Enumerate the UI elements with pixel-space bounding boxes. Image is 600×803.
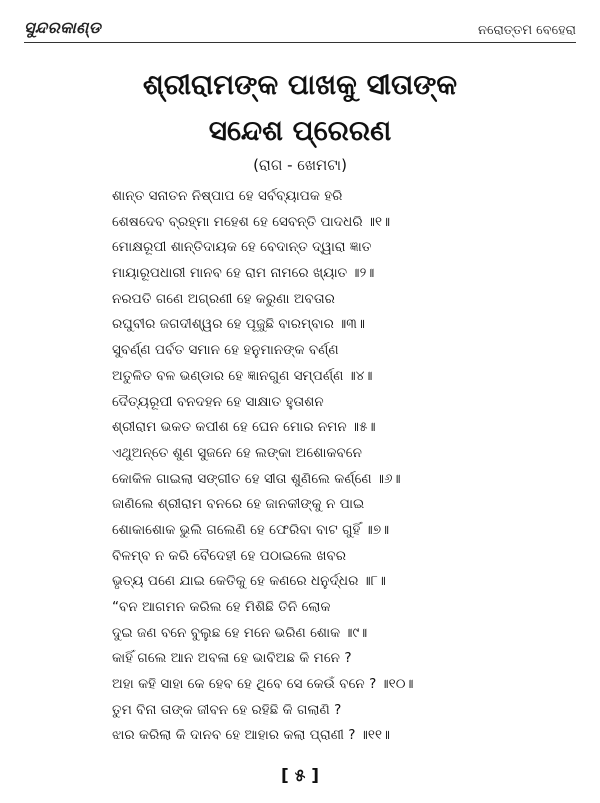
verse-line: ଦୁଇ ଜଣ ବନେ ବୁଲୁଛ ହେ ମନେ ଭରିଣ ଶୋକ ॥୯॥	[112, 624, 368, 641]
verse-line: “ବନ ଆଗମନ କରିଲ ହେ ମିଶିଛି ତିନି ଲୋକ	[112, 599, 331, 615]
verse-block	[112, 184, 582, 749]
verse-line: କୋକିଳ ଗାଇଲା ସଙ୍ଗୀତ ହେ ସୀତା ଶୁଣିଲେ କର୍ଣ୍ଣେ ॥୬॥	[112, 470, 401, 487]
verse-line: ରଘୁବୀର ଜଗଦୀଶ୍ୱର ହେ ପୂଜୁଛି ବାରମ୍ବାର ॥୩॥	[112, 316, 365, 333]
verse-line: ଶେଷଦେବ ବ୍ରହ୍ମା ମହେଶ ହେ ସେବନ୍ତି ପାଦଧରି ॥୧॥	[112, 213, 391, 230]
raga-label: (ରାଗ - ଖେମଟା)	[253, 156, 347, 174]
verse-line: ମାୟାରୂପଧାରୀ ମାନବ ହେ ରାମ ନାମରେ ଖ୍ୟାତ ॥୨॥	[112, 265, 375, 282]
verse-line: ଏଥୁଅନ୍ତେ ଶୁଣ ସୁଜନେ ହେ ଲଙ୍କା ଅଶୋକବନେ	[112, 444, 362, 461]
verse-line: ଶୋକାଶୋକ ଭୁଲି ଗଲେଣି ହେ ଫେରିବା ବାଟ ଗୁହିଁ ॥୭॥	[112, 521, 390, 538]
verse-line: ଅତୁଳିତ ବଳ ଭଣ୍ଡାର ହେ ଜ୍ଞାନଗୁଣ ସମ୍ପର୍ଣ୍ଣ ॥୪॥	[112, 367, 373, 384]
poem-title-line-2: ସନ୍ଦେଶ ପ୍ରେରଣ	[208, 114, 392, 147]
verse-line: ଶାନ୍ତ ସନାତନ ନିଷ୍ପାପ ହେ ସର୍ବବ୍ୟାପକ ହରି	[112, 188, 343, 204]
verse-line: ବିଳମ୍ବ ନ କରି ବୈଦେହୀ ହେ ପଠାଇଲେ ଖବର	[112, 547, 347, 564]
page-header	[24, 8, 576, 38]
verse-line: ଭୃତ୍ୟ ପଣେ ଯାଇ କେତିକୁ ହେ କଣରେ ଧନୁର୍ଦ୍ଧର ॥୮॥	[112, 573, 386, 590]
verse-line: ନରପତି ଗଣେ ଅଗ୍ରଣୀ ହେ କରୁଣା ଅବତାର	[112, 290, 335, 307]
verse-line: ଜାଣିଲେ ଶ୍ରୀରାମ ବନରେ ହେ ଜାନକୀଙ୍କୁ ନ ପାଇ	[112, 496, 365, 513]
author-name: ନରୋତ୍ତମ ବେହେରା	[477, 23, 576, 38]
verse-line: କାହିଁ ଗଲେ ଆନ ଅବଳା ହେ ଭାବିଅଛ କି ମନେ ?	[112, 650, 352, 667]
verse-line: ତୁମ ବିନା ତାଙ୍କ ଜୀବନ ହେ ରହିଛି କି ଗଲାଣି ?	[112, 701, 342, 718]
book-title-logo: ସୁନ୍ଦରକାଣ୍ଡ	[24, 18, 102, 37]
verse-line: ମୋକ୍ଷରୂପୀ ଶାନ୍ତିଦାୟକ ହେ ବେଦାନ୍ତ ଦ୍ୱାରା ଜ୍ଞାତ	[112, 239, 372, 256]
poem-title	[0, 62, 600, 154]
verse-line: ଶ୍ରୀରାମ ଭକତ କପୀଶ ହେ ଘେନ ମୋର ନମନ ॥୫॥	[112, 419, 376, 436]
verse-line: ସୁବର୍ଣ୍ଣ ପର୍ବତ ସମାନ ହେ ହନୁମାନଙ୍କ ବର୍ଣ୍ଣ	[112, 342, 339, 359]
header-divider	[24, 42, 576, 43]
verse-line: ଦୈତ୍ୟରୂପୀ ବନଦହନ ହେ ସାକ୍ଷାତ ହୁତାଶନ	[112, 393, 324, 410]
poem-title-line-1: ଶ୍ରୀରାମଙ୍କ ପାଖକୁ ସୀତାଙ୍କ	[142, 68, 458, 101]
verse-line: ଅହା କହି ସାହା କେ ହେବ ହେ ଥିବେ ସେ କେଉଁ ବନେ ? ॥୧୦॥	[112, 676, 414, 693]
page-number: [ ୫ ]	[281, 766, 319, 786]
verse-line: ଝାର କରିଲା କି ଦାନବ ହେ ଆହାର କଲା ପ୍ରାଣୀ ? ॥୧୧॥	[112, 727, 391, 744]
